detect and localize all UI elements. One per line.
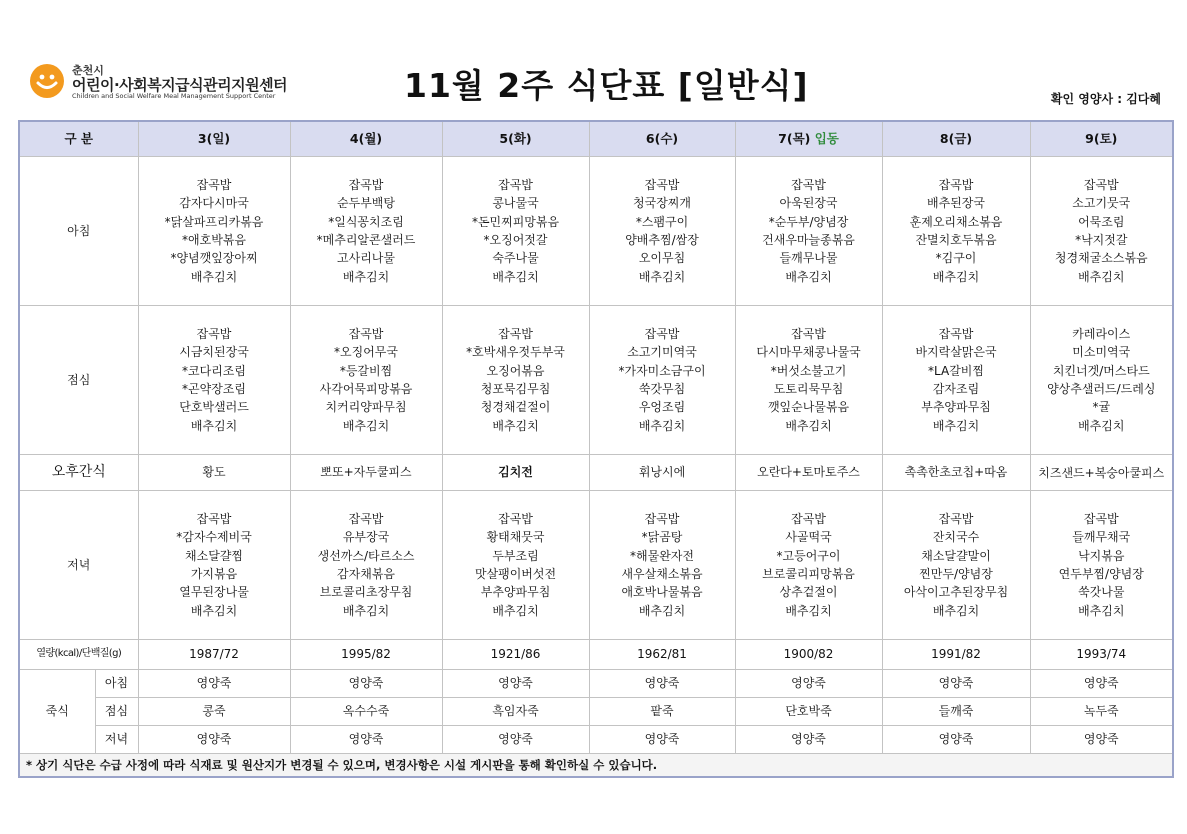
menu-item: 깻잎순나물볶음 [767,400,850,415]
menu-item: 훈제오리채소볶음 [909,214,1003,229]
porridge-cell: 옥수수죽 [290,698,442,726]
menu-item: 배추김치 [785,603,832,618]
menu-item: 배추김치 [1078,603,1125,618]
porridge-cell: 영양죽 [442,726,589,754]
menu-item: 생선까스/타르소스 [317,548,415,563]
menu-item: 부추양파무침 [480,585,551,600]
snack-cell: 치즈샌드+복숭아쿨피스 [1030,455,1173,491]
smile-logo-icon [30,64,64,98]
snack-cell: 오란다+토마토주스 [735,455,882,491]
menu-cell [138,491,290,640]
menu-item: 카레라이스 [1072,327,1131,342]
menu-item: *닭살파프리카볶음 [164,214,264,229]
porridge-cell: 영양죽 [1030,670,1173,698]
porridge-row [19,726,1173,754]
nutrition-value: 1993/74 [1030,640,1173,670]
menu-item: 오징어볶음 [486,363,545,378]
menu-cell [882,306,1030,455]
menu-item: 어묵조림 [1078,214,1125,229]
menu-item: 청국장찌개 [633,196,691,211]
meal-label: 오후간식 [19,455,138,491]
page-title: 11월 2주 식단표 [일반식] [404,66,809,105]
porridge-cell: 영양죽 [138,670,290,698]
menu-item: 두부조림 [492,548,539,563]
menu-item: 미소미역국 [1072,345,1131,360]
menu-item: *버섯소불고기 [770,363,847,378]
corner-header: 구 분 [19,121,138,157]
menu-item: 치킨너겟/머스타드 [1052,363,1150,378]
menu-item: *등갈비찜 [339,363,393,378]
snack-cell: 뽀또+자두쿨피스 [290,455,442,491]
menu-item: 우엉조림 [638,400,686,415]
menu-item: *호박새우젓두부국 [466,345,565,360]
menu-item: 오이무침 [638,251,686,266]
logo-english-name: Children and Social Welfare Meal Management Support Center [72,92,276,100]
meal-label: 저녁 [19,491,138,640]
menu-item: 잡곡밥 [791,178,826,193]
menu-item: 열무된장나물 [179,585,249,600]
nutrition-value: 1900/82 [735,640,882,670]
menu-item: 치커리양파무침 [325,400,407,415]
menu-cell [442,491,589,640]
day-header: 5(화) [442,121,589,157]
day-header: 6(수) [589,121,735,157]
meal-label: 아침 [19,157,138,306]
menu-item: *가자미소금구이 [618,363,706,378]
note-row [19,754,1173,778]
menu-cell [442,157,589,306]
nutrition-value: 1991/82 [882,640,1030,670]
menu-item: 소고기뭇국 [1072,196,1131,211]
porridge-cell: 영양죽 [442,670,589,698]
day-header: 4(월) [290,121,442,157]
menu-item: *메추리알콘샐러드 [316,233,416,247]
menu-item: 도토리묵무침 [773,382,844,396]
menu-item: 청경채굴소스볶음 [1054,251,1148,266]
porridge-cell: 들깨죽 [882,698,1030,726]
menu-item: 잡곡밥 [791,327,826,342]
menu-item: 다시마무채콩나물국 [756,345,861,360]
menu-item: 들깨무채국 [1072,530,1131,545]
menu-item: 아삭이고추된장무침 [903,585,1009,600]
lunch-row [19,306,1173,455]
menu-item: 배추된장국 [927,196,985,211]
nutrition-value: 1962/81 [589,640,735,670]
menu-item: *감자수제비국 [176,530,252,545]
day-header: 3(일) [138,121,290,157]
menu-item: 감자다시마국 [179,196,249,211]
menu-item: 잡곡밥 [498,178,533,193]
menu-cell [290,306,442,455]
porridge-cell: 영양죽 [735,670,882,698]
menu-cell [882,157,1030,306]
menu-cell [589,157,735,306]
menu-item: *오징어젓갈 [483,233,548,247]
menu-item: 배추김치 [1078,418,1125,433]
porridge-cell: 팥죽 [589,698,735,726]
meal-label: 점심 [19,306,138,455]
menu-cell [735,306,882,455]
porridge-label: 죽식 [19,670,95,754]
menu-item: 청경채겉절이 [480,400,551,415]
menu-item: 상추겉절이 [779,585,838,600]
menu-item: 배추김치 [785,418,832,433]
menu-item: 배추김치 [492,418,539,433]
seasonal-term-label: 입동 [814,130,839,146]
menu-item: *낙지젓갈 [1075,233,1128,247]
menu-item: 감자조림 [932,382,980,396]
menu-item: 잡곡밥 [644,512,680,527]
menu-cell [442,306,589,455]
menu-item: 배추김치 [342,603,390,618]
porridge-cell: 영양죽 [290,670,442,698]
porridge-meal-label: 저녁 [95,726,138,754]
menu-cell [589,491,735,640]
menu-item: 잡곡밥 [196,512,232,527]
menu-cell [589,306,735,455]
menu-item: 바지락살맑은국 [915,345,997,360]
menu-item: 건새우마늘종볶음 [762,233,855,247]
menu-item: 감자채볶음 [337,567,395,581]
nutrition-value: 1987/72 [138,640,290,670]
menu-item: 소고기미역국 [627,345,697,360]
porridge-cell: 단호박죽 [735,698,882,726]
menu-cell [138,306,290,455]
menu-item: 고사리나물 [337,251,395,266]
menu-item: *귤 [1092,400,1111,415]
menu-item: 잡곡밥 [938,327,974,342]
menu-item: *돈민찌피망볶음 [471,214,560,229]
menu-item: 배추김치 [1078,269,1125,284]
menu-cell [1030,306,1173,455]
menu-item: 배추김치 [932,603,980,618]
menu-item: 잡곡밥 [644,327,680,342]
menu-cell [735,157,882,306]
snack-cell: 김치전 [442,455,589,491]
porridge-meal-label: 아침 [95,670,138,698]
menu-item: 황태채뭇국 [486,530,545,545]
snack-cell: 황도 [138,455,290,491]
porridge-cell: 영양죽 [882,670,1030,698]
menu-cell [290,491,442,640]
porridge-cell: 영양죽 [735,726,882,754]
menu-item: *닭곰탕 [641,530,683,545]
menu-item: 채소달걀말이 [921,548,991,563]
menu-item: 브로콜리초장무침 [319,585,413,600]
menu-item: *해물완자전 [630,548,694,563]
menu-item: 연두부찜/양념장 [1058,567,1144,581]
menu-item: *순두부/양념장 [768,214,849,229]
menu-item: 찐만두/양념장 [919,567,993,581]
menu-item: 사각어묵피망볶음 [319,382,413,396]
center-logo [30,62,320,100]
menu-item: 잡곡밥 [1083,512,1119,527]
menu-item: 잡곡밥 [196,178,232,193]
porridge-row [19,670,1173,698]
day-header: 9(토) [1030,121,1173,157]
logo-center-name: 어린이·사회복지급식관리지원센터 [72,76,288,94]
menu-item: 배추김치 [190,603,238,618]
menu-item: 배추김치 [932,269,980,284]
menu-cell [735,491,882,640]
porridge-cell: 영양죽 [589,670,735,698]
menu-item: 순두부백탕 [337,196,395,211]
menu-item: 콩나물국 [492,196,539,211]
menu-item: 새우살채소볶음 [621,567,703,581]
menu-item: 낙지볶음 [1078,548,1125,563]
menu-cell [138,157,290,306]
menu-item: *고등어구이 [776,548,841,563]
menu-item: 잡곡밥 [498,512,533,527]
menu-item: *오징어무국 [334,345,398,360]
porridge-row [19,698,1173,726]
menu-item: 배추김치 [785,269,832,284]
menu-item: 잡곡밥 [938,178,974,193]
weekly-menu-table [18,120,1174,778]
logo-city-text: 춘천시 [72,64,104,77]
menu-item: 배추김치 [638,269,686,284]
day-header-row [19,121,1173,157]
day-header: 7(목) 입동 [735,121,882,157]
breakfast-row [19,157,1173,306]
menu-cell [1030,157,1173,306]
nutrition-value: 1995/82 [290,640,442,670]
snack-cell: 휘낭시에 [589,455,735,491]
porridge-cell: 영양죽 [1030,726,1173,754]
menu-item: 배추김치 [492,603,539,618]
snack-row [19,455,1173,491]
menu-item: 배추김치 [342,418,390,433]
menu-item: 가지볶음 [190,567,238,581]
menu-cell [290,157,442,306]
porridge-cell: 영양죽 [290,726,442,754]
menu-item: 양상추샐러드/드레싱 [1047,382,1156,396]
menu-item: 잡곡밥 [791,512,826,527]
menu-item: 잡곡밥 [644,178,680,193]
menu-item: 잡곡밥 [348,327,384,342]
menu-item: 쑥갓무침 [638,382,686,396]
menu-item: 채소달걀찜 [185,548,243,563]
menu-item: 배추김치 [932,418,980,433]
dietitian-confirmation: 확인 영양사 : 김다혜 [1050,92,1161,106]
menu-item: 잡곡밥 [1083,178,1119,193]
snack-cell: 촉촉한초코칩+따옴 [882,455,1030,491]
menu-item: 사골떡국 [785,530,832,545]
porridge-meal-label: 점심 [95,698,138,726]
menu-item: 잔치국수 [932,530,980,545]
menu-item: 배추김치 [638,418,686,433]
menu-item: 잡곡밥 [196,327,232,342]
footnote: * 상기 식단은 수급 사정에 따라 식재료 및 원산지가 변경될 수 있으며, 변경사항은 시설 게시판을 통해 확인하실 수 있습니다. [19,754,1173,778]
nutrition-value: 1921/86 [442,640,589,670]
menu-item: 애호박나물볶음 [621,585,703,600]
menu-item: 단호박샐러드 [179,400,249,415]
menu-item: 유부장국 [342,530,390,545]
menu-item: *일식꽁치조림 [328,214,404,229]
menu-item: 배추김치 [190,418,238,433]
nutrition-row [19,640,1173,670]
menu-item: 잡곡밥 [498,327,533,342]
menu-item: 시금치된장국 [179,345,249,360]
porridge-cell: 콩죽 [138,698,290,726]
menu-cell [882,491,1030,640]
menu-item: 배추김치 [492,269,539,284]
menu-item: 아욱된장국 [779,196,838,211]
menu-item: 쑥갓나물 [1078,585,1125,600]
menu-item: 부추양파무침 [921,400,991,415]
menu-item: *코다리조림 [182,363,246,378]
menu-item: 맛살팽이버섯전 [474,567,557,581]
menu-item: 잔멸치호두볶음 [915,233,997,247]
menu-item: *곤약장조림 [182,382,246,396]
menu-item: *스팸구이 [635,214,689,229]
menu-item: 숙주나물 [492,251,539,266]
porridge-cell: 녹두죽 [1030,698,1173,726]
porridge-cell: 영양죽 [589,726,735,754]
menu-item: 잡곡밥 [938,512,974,527]
porridge-cell: 영양죽 [882,726,1030,754]
menu-item: 청포묵김무침 [480,382,551,396]
menu-item: *애호박볶음 [182,233,246,247]
dinner-row [19,491,1173,640]
menu-item: *김구이 [935,251,977,266]
day-header: 8(금) [882,121,1030,157]
menu-item: 들깨무나물 [779,251,838,266]
menu-cell [1030,491,1173,640]
menu-item: 양배추찜/쌈장 [625,233,699,247]
porridge-cell: 영양죽 [138,726,290,754]
menu-item: 잡곡밥 [348,512,384,527]
menu-item: *LA갈비찜 [928,363,984,378]
menu-item: 잡곡밥 [348,178,384,193]
menu-item: *양념깻잎장아찌 [170,251,258,266]
menu-item: 브로콜리피망볶음 [762,567,855,581]
menu-item: 배추김치 [638,603,686,618]
porridge-cell: 흑임자죽 [442,698,589,726]
nutrition-label: 열량(kcal)/단백질(g) [19,640,138,670]
menu-item: 배추김치 [342,269,390,284]
menu-item: 배추김치 [190,269,238,284]
